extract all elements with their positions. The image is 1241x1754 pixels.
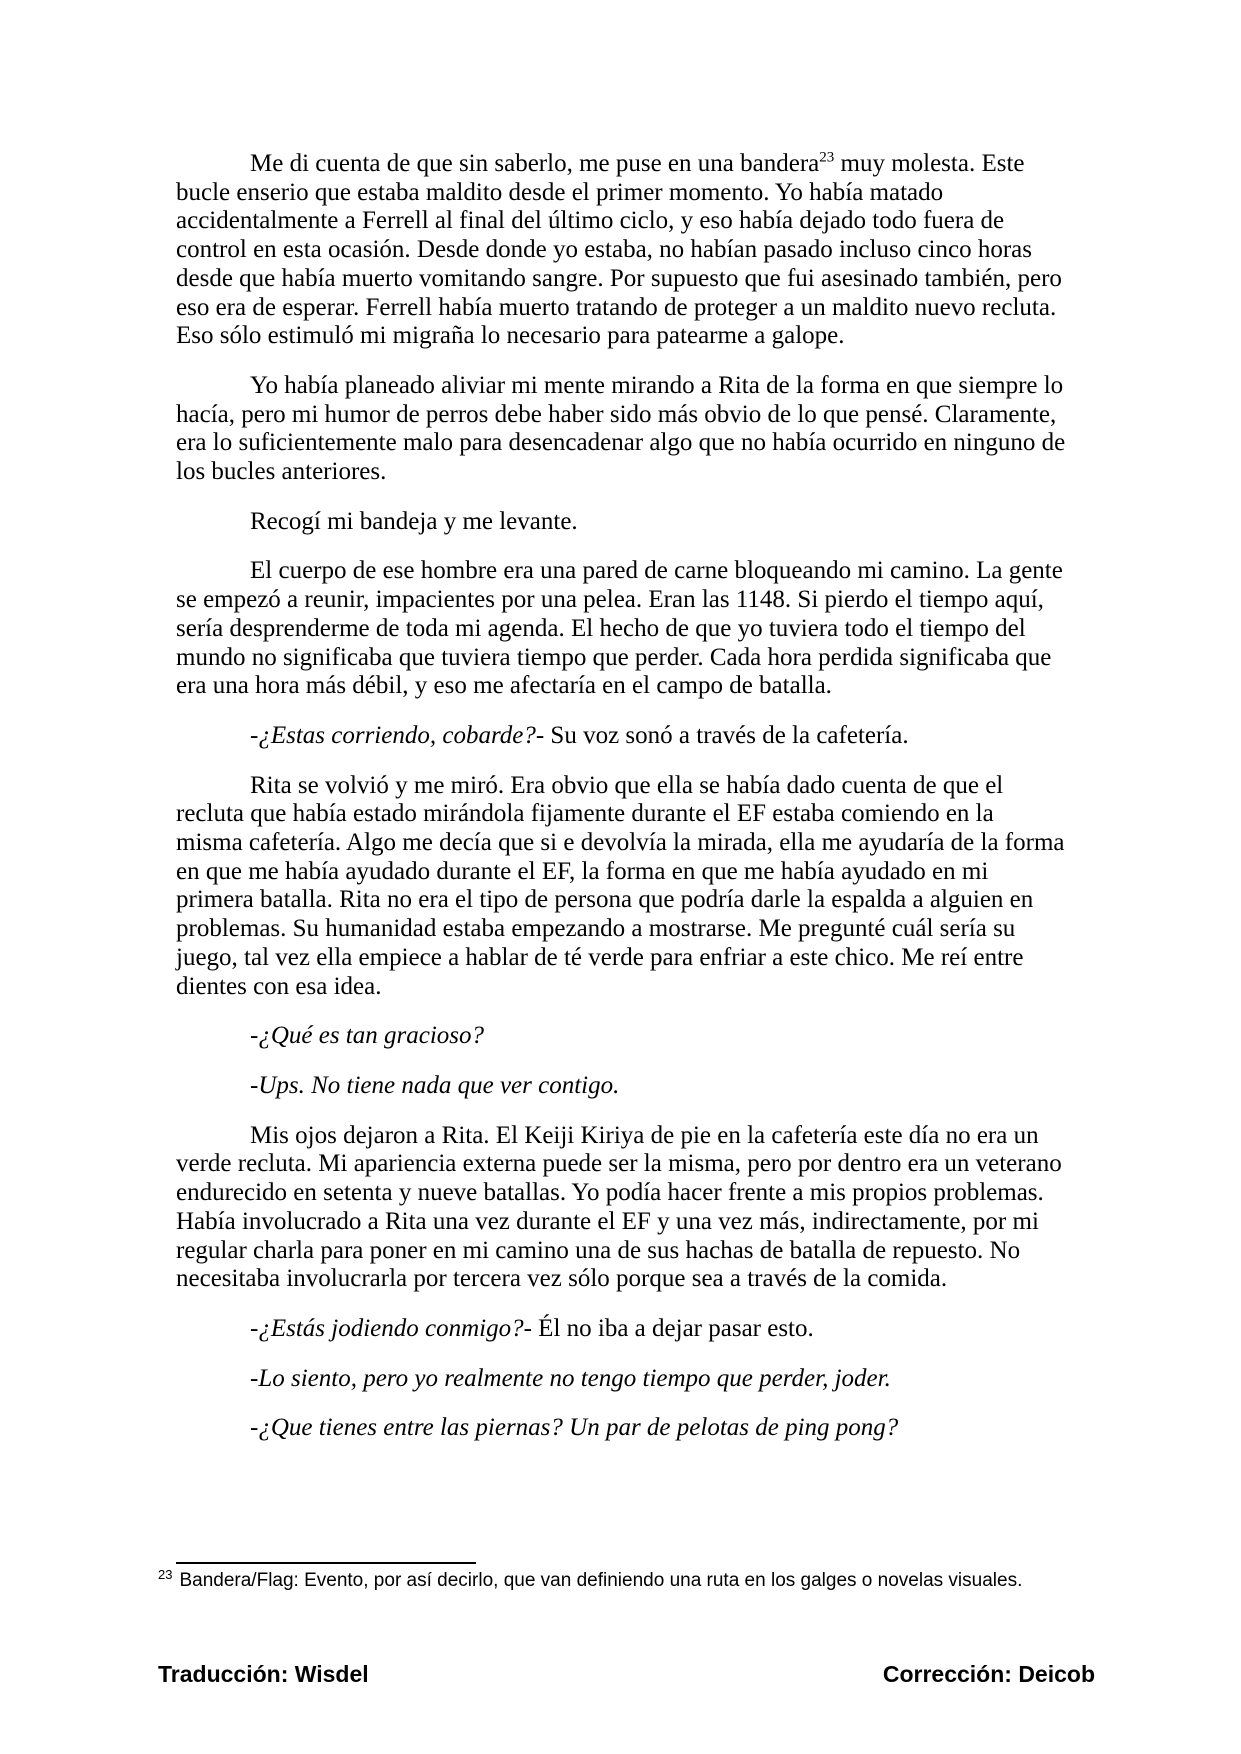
paragraph: [176, 1315, 1066, 1344]
text-segment: Recogí mi bandeja y me levante.: [250, 507, 578, 535]
page-footer: [158, 1660, 1095, 1688]
paragraph: [176, 557, 1066, 701]
document-body: [176, 150, 1066, 1464]
footnote-text: Bandera/Flag: Evento, por así decirlo, que van definiendo una ruta en los galges o novelas visuales.: [179, 1570, 1023, 1591]
text-segment: muy molesta. Este bucle enserio que estaba maldito desde el primer momento. Yo había matado accidentalmente a Ferrell al final del último ciclo, y eso había dejado todo fuera de control en esta ocasión. Desde donde yo estaba, no habían pasado incluso cinco horas desde que había muerto vomitando sangre. Por supuesto que fui asesinado también, pero eso era de esperar. Ferrell había muerto tratando de proteger a un maldito nuevo recluta. Eso sólo estimuló mi migraña lo necesario para patearme a galope.: [176, 150, 1062, 350]
text-segment: -Ups. No tiene nada que ver contigo.: [250, 1071, 620, 1099]
footnote-area: [158, 1562, 1088, 1593]
text-segment: Su voz sonó a través de la cafetería.: [544, 721, 909, 749]
footnote-reference: 23: [819, 149, 835, 166]
footnote-separator: [176, 1562, 476, 1564]
paragraph: [176, 1414, 1066, 1443]
paragraph: [176, 1072, 1066, 1101]
text-segment: -¿Que tienes entre las piernas? Un par de pelotas de ping pong?: [250, 1414, 899, 1442]
paragraph: [176, 150, 1066, 351]
text-segment: -¿Estás jodiendo conmigo?-: [250, 1314, 532, 1342]
footnote: [158, 1566, 1088, 1593]
text-segment: Él no iba a dejar pasar esto.: [531, 1314, 814, 1342]
paragraph: [176, 772, 1066, 1002]
proofreader-credit: Corrección: Deicob: [882, 1661, 1095, 1687]
paragraph: [176, 722, 1066, 751]
paragraph: [176, 1365, 1066, 1394]
paragraph: [176, 372, 1066, 487]
text-segment: Mis ojos dejaron a Rita. El Keiji Kiriya de pie en la cafetería este día no era un verde recluta. Mi apariencia externa puede ser la misma, pero por dentro era un veterano endurecido en setenta y nueve batallas. Yo podía hacer frente a mis propios problemas. Había involucrado a Rita una vez durante el EF y una vez más, indirectamente, por mi regular charla para poner en mi camino una de sus hachas de batalla de repuesto. No necesitaba involucrarla por tercera vez sólo porque sea a través de la comida.: [176, 1121, 1062, 1293]
translator-credit: Traducción: Wisdel: [158, 1661, 369, 1687]
paragraph: [176, 508, 1066, 537]
text-segment: Me di cuenta de que sin saberlo, me puse en una bandera: [250, 150, 820, 177]
text-segment: Yo había planeado aliviar mi mente mirando a Rita de la forma en que siempre lo hacía, pero mi humor de perros debe haber sido más obvio de lo que pensé. Claramente, era lo suficientemente malo para desencadenar algo que no había ocurrido en ninguno de los bucles anteriores.: [176, 371, 1066, 486]
text-segment: -¿Estas corriendo, cobarde?-: [250, 721, 545, 749]
paragraph: [176, 1122, 1066, 1294]
text-segment: El cuerpo de ese hombre era una pared de carne bloqueando mi camino. La gente se empezó a reunir, impacientes por una pelea. Eran las 1148. Si pierdo el tiempo aquí, sería desprenderme de toda mi agenda. El hecho de que yo tuviera todo el tiempo del mundo no significaba que tuviera tiempo que perder. Cada hora perdida significaba que era una hora más débil, y eso me afectaría en el campo de batalla.: [176, 557, 1063, 700]
text-segment: -¿Qué es tan gracioso?: [250, 1022, 484, 1050]
paragraph: [176, 1022, 1066, 1051]
text-segment: Rita se volvió y me miró. Era obvio que ella se había dado cuenta de que el recluta que había estado mirándola fijamente durante el EF estaba comiendo en la misma cafetería. Algo me decía que si e devolvía la mirada, ella me ayudaría de la forma en que me había ayudado durante el EF, la forma en que me había ayudado en mi primera batalla. Rita no era el tipo de persona que podría darle la espalda a alguien en problemas. Su humanidad estaba empezando a mostrarse. Me pregunté cuál sería su juego, tal vez ella empiece a hablar de té verde para enfriar a este chico. Me reí entre dientes con esa idea.: [176, 771, 1065, 1000]
text-segment: -Lo siento, pero yo realmente no tengo tiempo que perder, joder.: [250, 1364, 891, 1392]
footnote-marker: 23: [158, 1566, 173, 1582]
